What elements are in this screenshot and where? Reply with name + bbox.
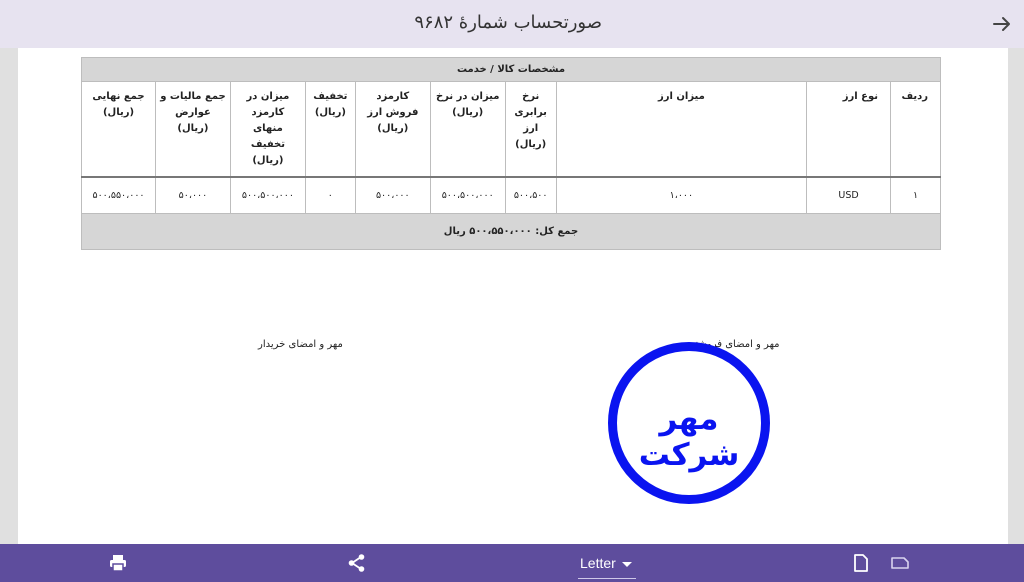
page-title: صورتحساب شمارهٔ ۹۶۸۲ [414, 12, 602, 33]
cell-discount: ۰ [305, 177, 355, 213]
paper-size-select[interactable] [578, 553, 636, 579]
cell-exchange-rate: ۵۰۰،۵۰۰ [505, 177, 556, 213]
cell-sales-fee: ۵۰۰،۰۰۰ [355, 177, 430, 213]
col-header: میزان در کارمزد منهای تخفیف (ریال) [230, 82, 305, 178]
landscape-orientation-icon[interactable] [890, 553, 910, 573]
col-header: نوع ارز [807, 82, 891, 178]
cell-amount-at-rate: ۵۰۰،۵۰۰،۰۰۰ [430, 177, 505, 213]
preview-margin-right [1008, 48, 1024, 544]
invoice-page[interactable] [18, 48, 1008, 544]
invoice-table [81, 57, 941, 250]
section-title: مشخصات کالا / خدمت [82, 58, 941, 82]
seller-signature-label: مهر و امضای فروشنده [685, 339, 780, 350]
cell-currency-type: USD [807, 177, 891, 213]
col-header: تخفیف (ریال) [305, 82, 355, 178]
col-header: نرخ برابری ارز (ریال) [505, 82, 556, 178]
back-arrow-icon[interactable] [990, 12, 1014, 36]
print-icon[interactable] [108, 553, 128, 573]
cell-row-number: ۱ [891, 177, 941, 213]
table-row [82, 177, 941, 213]
col-header: میزان ارز [556, 82, 806, 178]
cell-final-total: ۵۰۰،۵۵۰،۰۰۰ [82, 177, 156, 213]
column-header-row [82, 82, 941, 178]
share-icon[interactable] [347, 553, 367, 573]
col-header: کارمزد فروش ارز (ریال) [355, 82, 430, 178]
col-header: جمع مالیات و عوارض (ریال) [156, 82, 231, 178]
total-row [82, 213, 941, 249]
stamp-text: مهر شرکت [638, 401, 740, 473]
app-bar [0, 0, 1024, 48]
chevron-down-icon [622, 562, 632, 567]
cell-currency-amount: ۱،۰۰۰ [556, 177, 806, 213]
grand-total: جمع کل: ۵۰۰،۵۵۰،۰۰۰ ریال [82, 213, 941, 249]
preview-margin-left [0, 48, 18, 544]
col-header: جمع نهایی (ریال) [82, 82, 156, 178]
company-stamp [608, 342, 770, 504]
portrait-orientation-icon[interactable] [851, 553, 871, 573]
print-toolbar [0, 544, 1024, 582]
paper-size-value: Letter [580, 555, 616, 571]
cell-net-amount: ۵۰۰،۵۰۰،۰۰۰ [230, 177, 305, 213]
cell-taxes: ۵۰،۰۰۰ [156, 177, 231, 213]
col-header: میزان در نرخ (ریال) [430, 82, 505, 178]
buyer-signature-label: مهر و امضای خریدار [258, 339, 343, 350]
col-header: ردیف [891, 82, 941, 178]
